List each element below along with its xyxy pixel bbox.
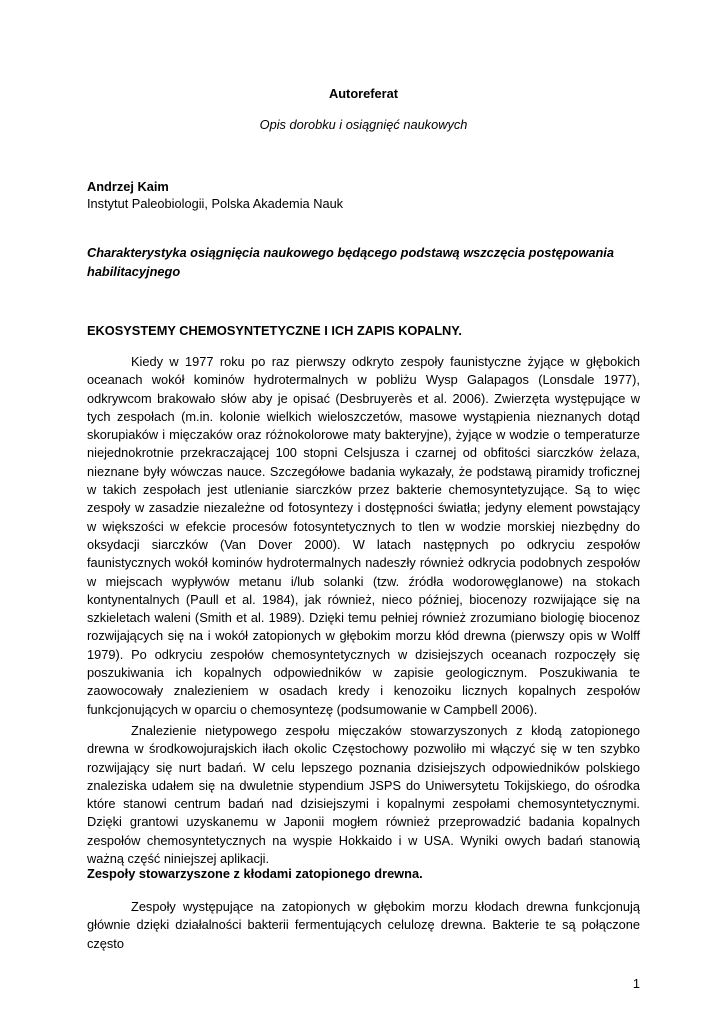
subsection-heading: Zespoły stowarzyszone z kłodami zatopionego drewna. xyxy=(87,866,423,881)
paragraph-2: Znalezienie nietypowego zespołu mięczaków stowarzyszonych z kłodą zatopionego drewna w środkowojurajskich iłach okolic Częstochowy pozwoliło mi włączyć się w ten szybko rozwijający się nurt badań. W celu lepszego poznania dzisiejszych odpowiedników polskiego znaleziska udałem się na dwuletnie stypendium JSPS do Uniwersytetu Tokijskiego, do ośrodka które stanowi centrum badań nad dzisiejszymi i kopalnymi zespołami chemosyntetycznymi. Dzięki grantowi uzyskanemu w Japonii mogłem również przeprowadzić badania kopalnych zespołów chemosyntetycznych na wyspie Hokkaido i w USA. Wyniki owych badań stanowią ważną część niniejszej aplikacji. xyxy=(87,723,640,867)
section-title: EKOSYSTEMY CHEMOSYNTETYCZNE I ICH ZAPIS KOPALNY. xyxy=(87,323,462,338)
paragraph-3: Zespoły występujące na zatopionych w głębokim morzu kłodach drewna funkcjonują głównie dzięki działalności bakterii fermentujących celulozę drewna. Bakterie te są połączone często xyxy=(87,899,640,951)
author-institute: Instytut Paleobiologii, Polska Akademia Nauk xyxy=(87,196,344,211)
achievement-heading: Charakterystyka osiągnięcia naukowego będącego podstawą wszczęcia postępowania habilitacyjnego xyxy=(87,245,614,279)
paragraph-1: Kiedy w 1977 roku po raz pierwszy odkryto zespoły faunistyczne żyjące w głębokich oceanach wokół kominów hydrotermalnych w pobliżu Wysp Galapagos (Lonsdale 1977), odkrywcom brakowało słów aby je opisać (Desbruyerès et al. 2006). Zwierzęta występujące w tych zespołach (m.in. kolonie wielkich wieloszczetów, masowe wystąpienia nieznanych dotąd skorupiaków i mięczaków oraz różnokolorowe maty bakteryjne), żyjące w wodzie o temperaturze niejednokrotnie przekraczającej 100 stopni Celsjusza i czarnej od obfitości siarczków żelaza, nieznane były wówczas nauce. Szczegółowe badania wykazały, że podstawą piramidy troficznej w takich zespołach jest utlenianie siarczków przez bakterie chemosyntetyzujące. Są to więc zespoły w zasadzie niezależne od fotosyntezy i dostępności światła; jedyny element powstający w większości w efekcie procesów fotosyntetycznych to tlen w wodzie morskiej niezbędny do oksydacji siarczków (Van Dover 2000). W latach następnych po odkryciu zespołów faunistycznych wokół kominów hydrotermalnych nadeszły również odkrycia podobnych zespołów w miejscach wypływów metanu i/lub solanki (tzw. źródła wodorowęglanowe) na stokach kontynentalnych (Paull et al. 1984), jak również, nieco później, biocenozy rozwijające się na szkieletach waleni (Smith et al. 1989). Dzięki temu pełniej również zrozumiano biologię biocenoz rozwijających się na i wokół zatopionych w głębokim morzu kłód drewna (pierwszy opis w Wolff 1979). Po odkryciu zespołów chemosyntetycznych w dzisiejszych oceanach rozpoczęły się poszukiwania ich kopalnych odpowiedników w zapisie geologicznym. Poszukiwania te zaowocowały znalezieniem w osadach kredy i kenozoiku licznych kopalnych zespołów funkcjonujących w oparciu o chemosyntezę (podsumowanie w Campbell 2006). xyxy=(87,354,640,717)
page-number: 1 xyxy=(632,976,640,991)
document-title: Autoreferat xyxy=(329,86,398,101)
document-subtitle: Opis dorobku i osiągnięć naukowych xyxy=(259,117,468,132)
author-name: Andrzej Kaim xyxy=(87,179,169,194)
